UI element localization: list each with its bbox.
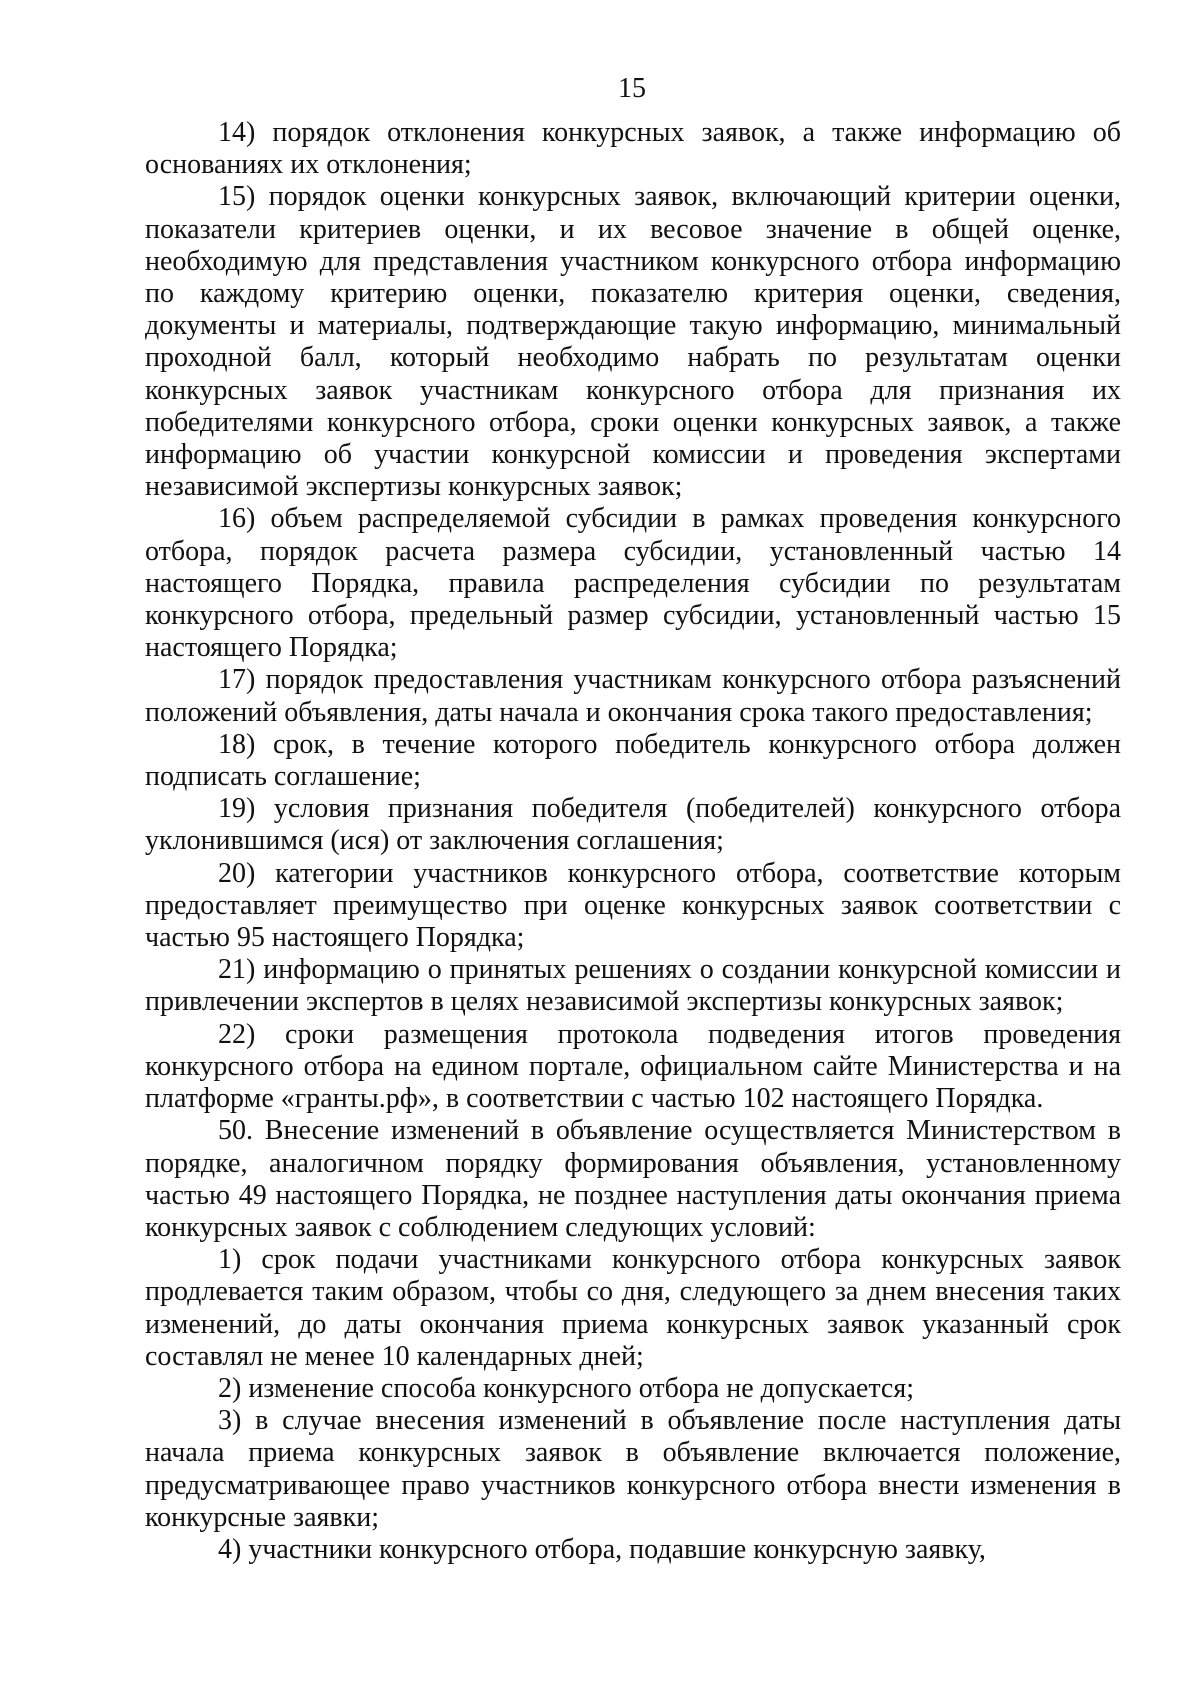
paragraph-item-21: 21) информацию о принятых решениях о создании конкурсной комиссии и привлечении экспертов в целях независимой экспертизы конкурсных заявок; xyxy=(145,954,1121,1018)
paragraph-item-15: 15) порядок оценки конкурсных заявок, включающий критерии оценки, показатели критериев оценки, и их весовое значение в общей оценке, необходимую для представления участником конкурсного отбора информацию по каждому критерию оценки, показателю критерия оценки, сведения, документы и материалы, подтверждающие такую информацию, минимальный проходной балл, который необходимо набрать по результатам оценки конкурсных заявок участникам конкурсного отбора для признания их победителями конкурсного отбора, сроки оценки конкурсных заявок, а также информацию об участии конкурсной комиссии и проведения экспертами независимой экспертизы конкурсных заявок; xyxy=(145,181,1121,503)
paragraph-section-50: 50. Внесение изменений в объявление осуществляется Министерством в порядке, аналогичном порядку формирования объявления, установленному частью 49 настоящего Порядка, не позднее наступления даты окончания приема конкурсных заявок с соблюдением следующих условий: xyxy=(145,1115,1121,1243)
paragraph-item-18: 18) срок, в течение которого победитель конкурсного отбора должен подписать соглашение; xyxy=(145,728,1121,793)
document-body xyxy=(145,117,1121,1566)
paragraph-item-17: 17) порядок предоставления участникам конкурсного отбора разъяснений положений объявления, даты начала и окончания срока такого предоставления; xyxy=(145,664,1121,728)
paragraph-condition-4: 4) участники конкурсного отбора, подавшие конкурсную заявку, xyxy=(218,1533,986,1565)
paragraph-item-16: 16) объем распределяемой субсидии в рамках проведения конкурсного отбора, порядок расчета размера субсидии, установленный частью 14 настоящего Порядка, правила распределения субсидии по результатам конкурсного отбора, предельный размер субсидии, установленный частью 15 настоящего Порядка; xyxy=(145,503,1121,664)
paragraph-condition-1: 1) срок подачи участниками конкурсного отбора конкурсных заявок продлевается таким образом, чтобы со дня, следующего за днем внесения таких изменений, до даты окончания приема конкурсных заявок указанный срок составлял не менее 10 календарных дней; xyxy=(145,1244,1121,1372)
paragraph-item-19: 19) условия признания победителя (победителей) конкурсного отбора уклонившимся (ися) от заключения соглашения; xyxy=(145,793,1121,857)
paragraph-item-22: 22) сроки размещения протокола подведения итогов проведения конкурсного отбора на едином портале, официальном сайте Министерства и на платформе «гранты.рф», в соответствии с частью 102 настоящего Порядка. xyxy=(145,1018,1121,1115)
paragraph-item-20: 20) категории участников конкурсного отбора, соответствие которым предоставляет преимущество при оценке конкурсных заявок соответствии с частью 95 настоящего Порядка; xyxy=(145,857,1121,954)
paragraph-item-14: 14) порядок отклонения конкурсных заявок, а также информацию об основаниях их отклонения; xyxy=(145,117,1121,181)
page-number: 15 xyxy=(618,73,646,104)
paragraph-condition-3: 3) в случае внесения изменений в объявление после наступления даты начала приема конкурсных заявок в объявление включается положение, предусматривающее право участников конкурсного отбора внести изменения в конкурсные заявки; xyxy=(145,1405,1121,1533)
paragraph-condition-2: 2) изменение способа конкурсного отбора не допускается; xyxy=(218,1372,915,1404)
